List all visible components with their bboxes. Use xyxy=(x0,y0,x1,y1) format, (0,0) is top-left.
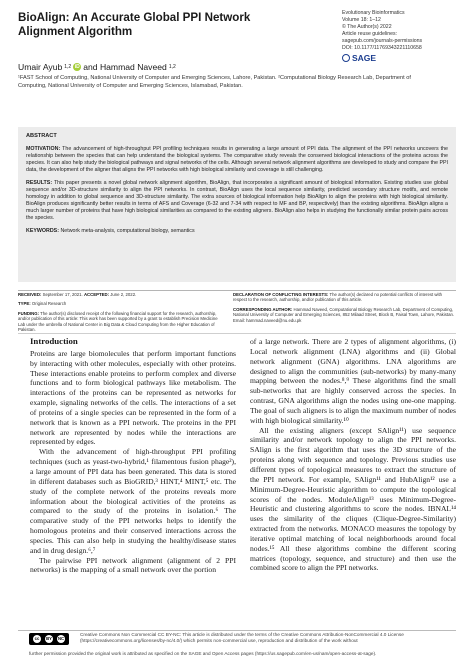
motivation-text: The advancement of high-throughput PPI profiling techniques results in generating a large amount of PPI data. The alignment of the PPI networks uncovers the relationship between the species that can help understand the biological systems. The comparative study reveals the conserved biological interactions of the proteins across the species. It can also help study the biological pathways and signal networks of the cells. Although several network alignment algorithms are developed to study and compare the PPI data, the development of the aligner that aligns the PPI networks with high biological similarity and coverage is still challenging. xyxy=(26,146,448,174)
abstract-keywords xyxy=(26,228,448,235)
results-label: RESULTS: xyxy=(26,180,53,187)
license-text: Creative Commons Non Commercial CC BY-NC: This article is distributed under the terms of the Creative Commons Attribution-NonCommercial 4.0 License (https://creativecommons.org/licenses/by-nc/4.0/) which permits non-commercial use, reproduction and distribution of the work without xyxy=(80,632,404,644)
journal-info xyxy=(342,10,467,52)
sage-logo-icon xyxy=(342,54,350,62)
publisher-name: SAGE xyxy=(352,53,377,63)
accepted-label: ACCEPTED: xyxy=(83,292,110,297)
funding-text: The author(s) disclosed receipt of the following financial support for the research, authorship, and/or publication of this article: This work has been supported by a grant to establish Precision Medicine Lab under the umbrella of National Center in Big Data & Cloud Computing from the Higher Education of Pakistan. xyxy=(18,310,218,333)
author-first[interactable]: Umair Ayub xyxy=(18,62,63,72)
accepted-date: June 2, 2022. xyxy=(110,292,137,297)
funding xyxy=(18,311,218,333)
body-column-left xyxy=(30,337,236,575)
paragraph: With the advancement of high-throughput PPI profiling techniques (such as yeast-two-hybrid,¹ filamentous fusion phage²), a large amount of PPI data has been generated. This data is stored in different databases such as BioGRID,³ HINT,⁴ MINT,⁵ etc. The study of the complete network of the proteins reveals more information about the biological activities of the proteins as compared to the study of the proteins in isolation.⁶ The comparative study of the PPI networks helps to identify the homologous proteins and their conserved interactions across the species. This can also help in studying the healthy/disease states and in drug design.⁶,⁷ xyxy=(30,447,236,555)
author-second[interactable]: and Hammad Naveed xyxy=(83,62,167,72)
reuse-guidelines: Article reuse guidelines: xyxy=(342,31,398,37)
conflict-label: DECLARATION OF CONFLICTING INTERESTS: xyxy=(233,292,329,297)
journal-volume: Volume 18: 1–12 xyxy=(342,17,381,23)
received-label: RECEIVED: xyxy=(18,292,42,297)
abstract-box xyxy=(18,127,456,282)
paragraph: The pairwise PPI network alignment (alignment of 2 PPI networks) is the mapping of a small network over the portion xyxy=(30,555,236,575)
motivation-label: MOTIVATION: xyxy=(26,146,61,152)
copyright: © The Author(s) 2022 xyxy=(342,24,392,30)
nc-icon: NC xyxy=(57,636,65,641)
meta-left xyxy=(18,292,218,336)
license-text-continued: further permission provided the original work is attributed as specified on the SAGE and Open Access pages (https://us.sagepub.com/en-us/nam/open-access-at-sage). xyxy=(29,651,377,656)
abstract-results xyxy=(26,180,448,222)
section-heading-introduction: Introduction xyxy=(30,336,78,346)
sage-logo xyxy=(342,53,376,63)
abstract-motivation xyxy=(26,146,448,174)
corresponding-label: CORRESPONDING AUTHOR: xyxy=(233,306,293,312)
cc-license-badge[interactable] xyxy=(29,633,69,645)
received-date: September 17, 2021. xyxy=(42,292,83,297)
article-type xyxy=(18,301,218,306)
abstract-heading: ABSTRACT xyxy=(26,133,57,139)
keywords-text: Network meta-analysis, computational biology, semantics xyxy=(60,228,195,235)
keywords-label: KEYWORDS: xyxy=(26,228,59,235)
conflict-text: The author(s) declared no potential conflicts of interest with respect to the research, authorship, and/or publication of this article. xyxy=(233,292,443,303)
author-second-affil: 1,2 xyxy=(168,64,176,70)
doi[interactable]: DOI: 10.1177/11769343221110658 xyxy=(342,45,422,51)
journal-name: Evolutionary Bioinformatics xyxy=(342,10,405,16)
paragraph: of a large network. There are 2 types of alignment algorithms, (i) Local network alignment (LNA) algorithms and (ii) Global network alignment (GNA) algorithms. LNA algorithms are designed to align the communities (sub-networks) by many-many mapping between the nodes.⁸,⁹ These algorithms find the small sub-networks that are highly conserved across the species. In contrast, GNA algorithms align the nodes using one-one mapping. The goal of such aligners is to align the maximum number of nodes with high biological similarity.¹⁰ xyxy=(250,337,456,425)
type-label: TYPE: xyxy=(18,301,31,307)
permissions-link[interactable]: sagepub.com/journals-permissions xyxy=(342,38,423,44)
author-first-affil: 1,2 xyxy=(64,64,72,70)
corresponding-text: Hammad Naveed, Computational Biology Research Lab, Department of Computing, National University of Computer and Emerging Sciences, 852 Milaad Street, Block B, Faisal Town, Lahore, Pakistan. Email: hammad.naveed@nu.edu.pk xyxy=(233,306,455,323)
divider-top xyxy=(18,290,456,291)
body-column-right xyxy=(250,337,456,573)
divider-meta xyxy=(18,333,456,334)
affiliations: ¹FAST School of Computing, National University of Computer and Emerging Sciences, Lahore, Pakistan. ²Computational Biology Research Lab, Department of Computing, National University of Computer and Emerging Sciences, Islamabad, Pakistan. xyxy=(18,75,411,89)
by-icon: BY xyxy=(46,636,52,641)
type-value: Original Research xyxy=(31,301,67,307)
funding-label: FUNDING: xyxy=(18,310,40,316)
conflict-declaration xyxy=(233,292,455,303)
corresponding-author xyxy=(233,307,455,323)
article-title: BioAlign: An Accurate Global PPI Network Alignment Algorithm xyxy=(18,11,251,38)
orcid-icon[interactable]: iD xyxy=(74,64,80,70)
paragraph: Proteins are large biomolecules that perform important functions by interacting with other molecules, especially with other proteins. These interactions enable proteins to perform complex and diverse functions and to form biological pathways like metabolism. The interactions of the proteins can be represented as networks for example, signaling networks of the cells. The interactions of a set of proteins of a single species can be represented in the form of a network that is known as a PPI network. The proteins in the PPI network are represented by nodes while the interactions are represented by edges. xyxy=(30,348,236,447)
meta-right xyxy=(233,292,455,327)
cc-icon: cc xyxy=(34,636,40,641)
author-line xyxy=(18,62,176,72)
dates xyxy=(18,292,218,297)
results-text: This paper presents a novel global network alignment algorithm, BioAlign, that incorporates a significant amount of biological information. Existing studies use global sequence and/or 3D-structure similarity to align the PPI networks. In contrast, BioAlign uses the local sequence similarity, predicted secondary structure motifs, and remote homology in addition to global sequence and 3D-structure similarity. The extra sources of biological information help BioAlign to align the proteins with high biological similarity. BioAlign produces significantly better results in terms of AFS and Coverage (6-32 and 7-34 with respect to MF and BP, respectively) than the existing algorithms. BioAlign aligns a much larger number of proteins that have high biological similarities as compared to the existing aligners. BioAlign also helps in studying the functionally similar protein pairs across the species. xyxy=(26,180,448,222)
paragraph: All the existing aligners (except SAlign¹¹) use sequence similarity and/or network topology to align the PPI networks. SAlign is the first algorithm that uses the 3D structure of the proteins along with sequence and topology. Previous studies use different types of topological measures to extract the structure of the PPI network. For example, SAlign¹¹ and HubAlign¹² use a Minimum-Degree-Heuristic algorithm to compute the topological scores of the nodes. ModuleAlign¹³ uses Minimum-Degree-Heuristic and clustering algorithms to score the nodes. IBNAL¹⁴ uses the similarity of the cliques (Clique-Degree-Similarity) extracted from the networks. MONACO measures the topology by iterative optimal matching of local neighborhoods around focal nodes.¹⁵ All these algorithms combine the different scoring matrices (topology, sequence, and structure) and then use the combined score to align the PPI networks. xyxy=(250,425,456,573)
divider-footer xyxy=(18,630,456,631)
